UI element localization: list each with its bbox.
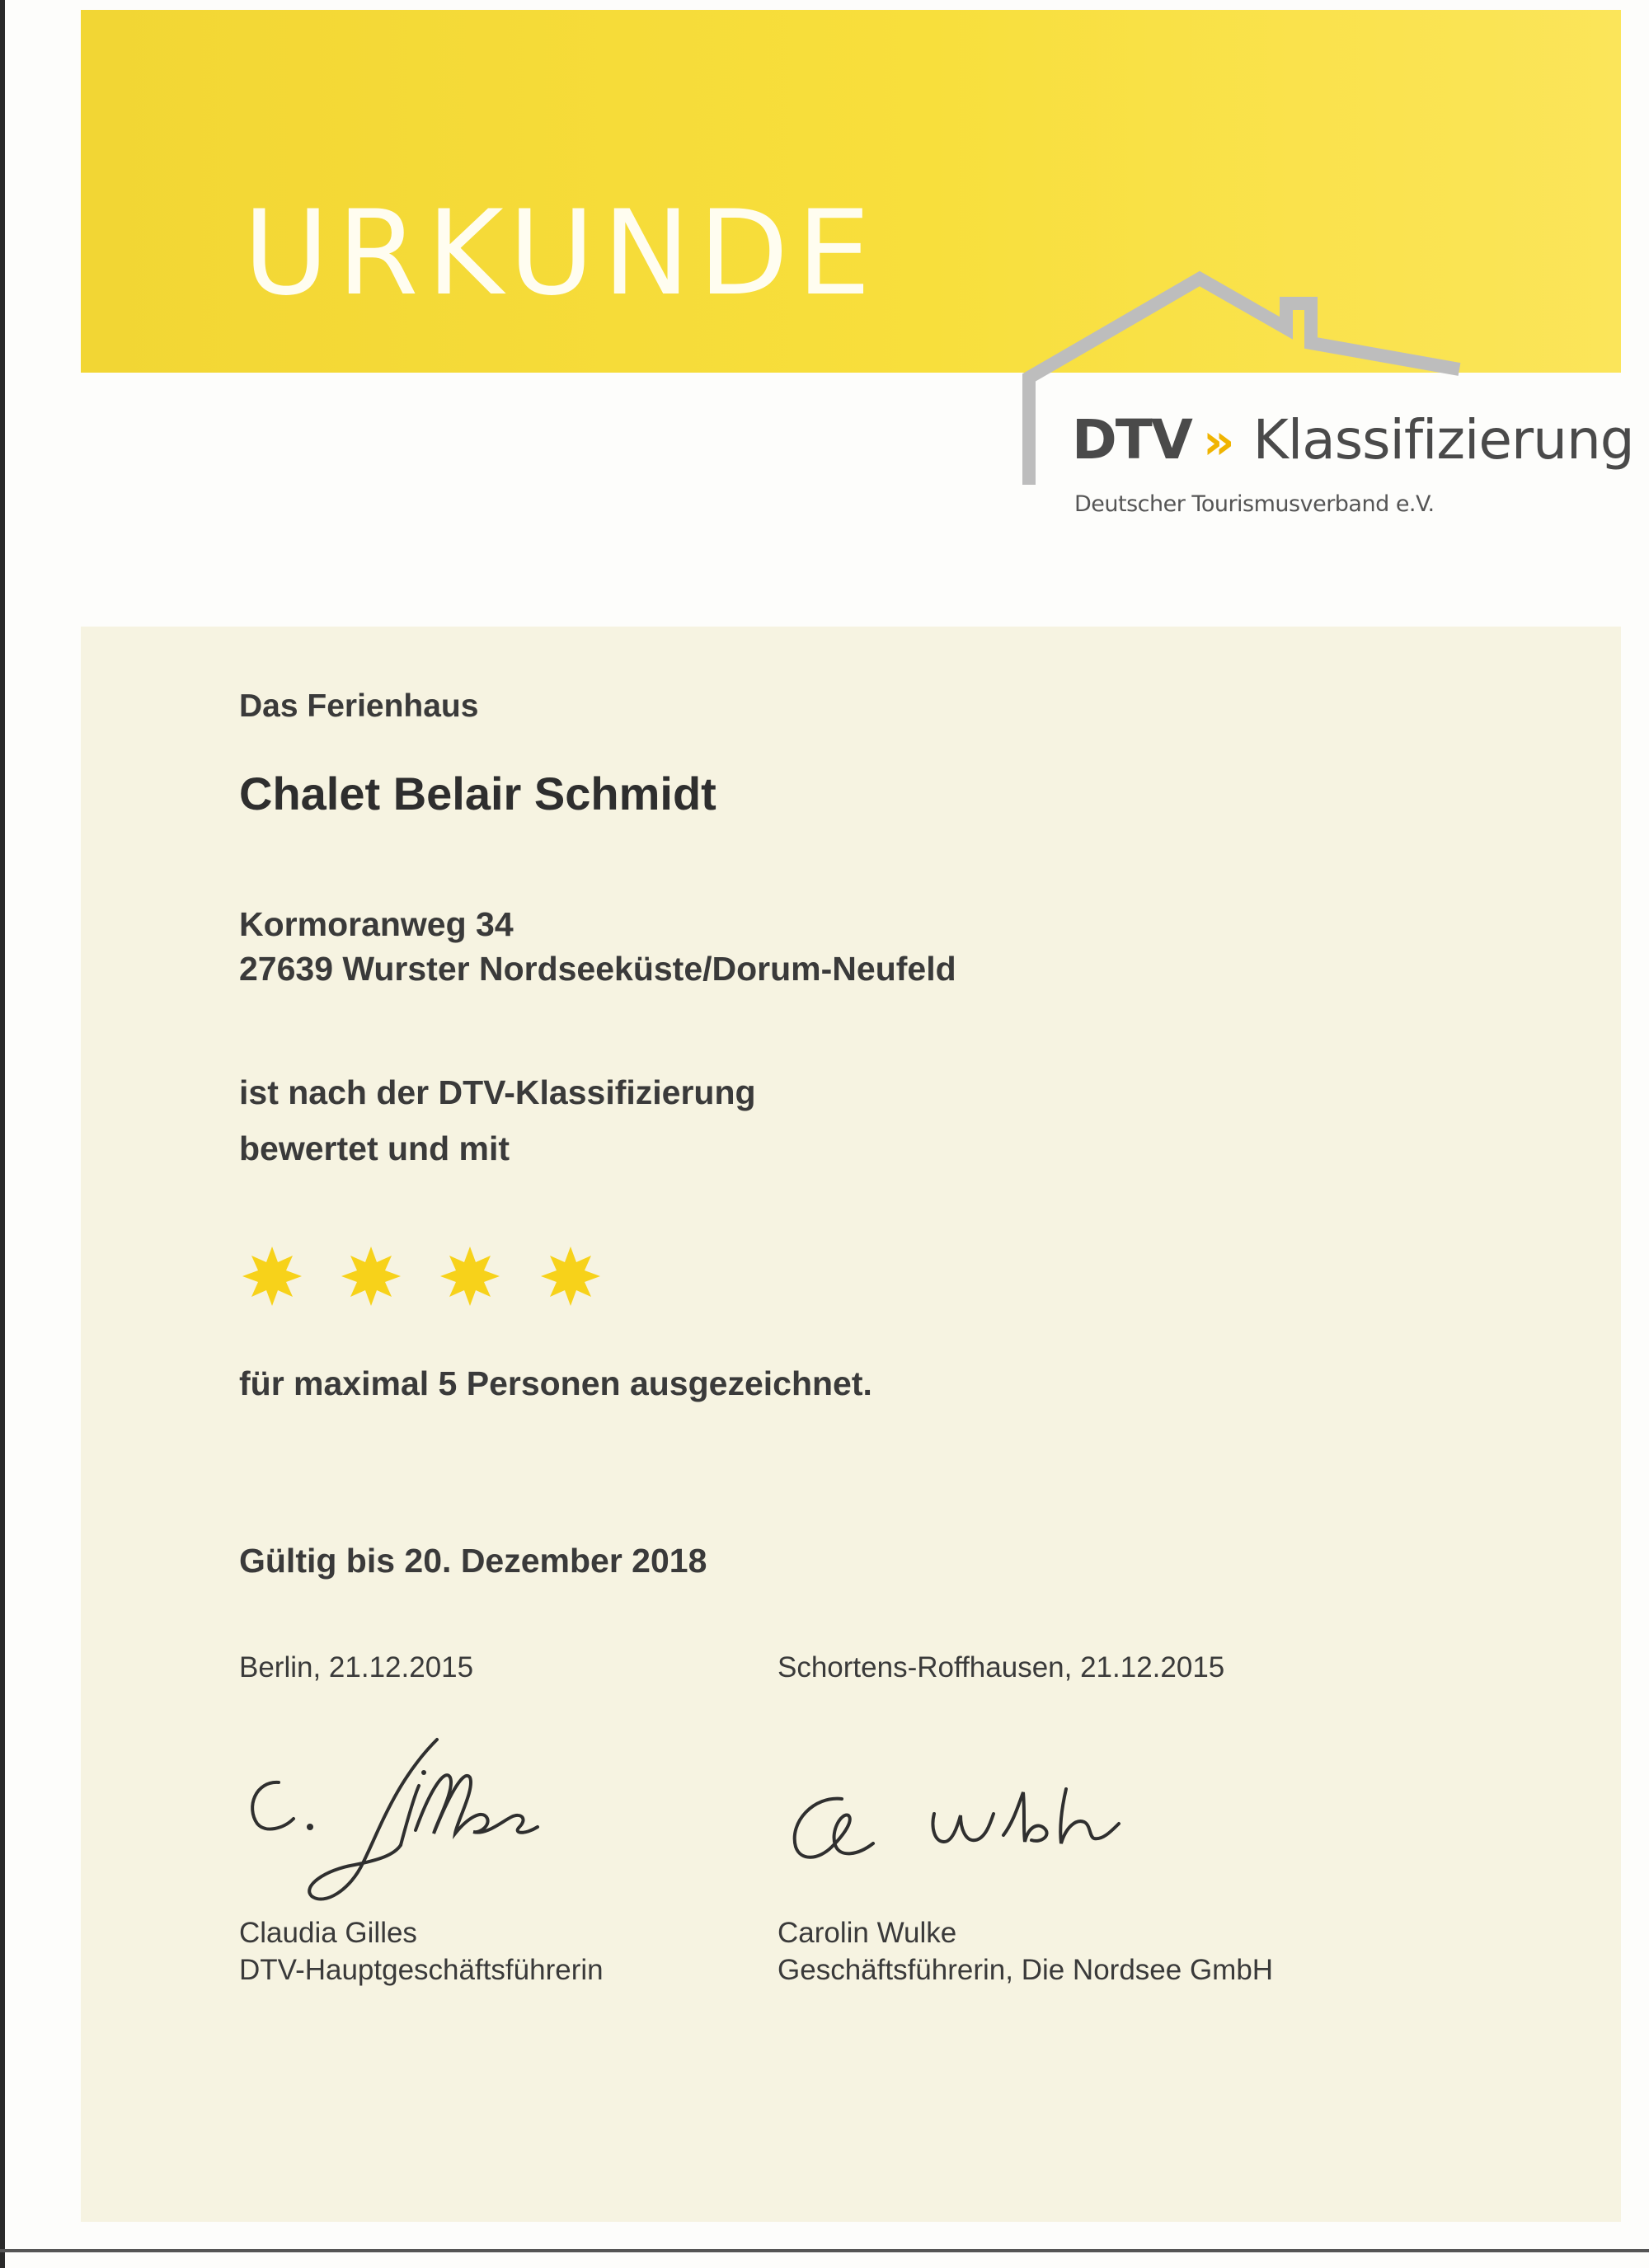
address-city: 27639 Wurster Nordseeküste/Dorum-Neufeld	[239, 950, 956, 988]
rating-text-line1: ist nach der DTV-Klassifizierung	[239, 1073, 756, 1111]
scan-border-left	[0, 0, 5, 2268]
intro-label: Das Ferienhaus	[239, 688, 479, 724]
signer-name-right: Carolin Wulke	[778, 1917, 957, 1949]
certificate-title: URKUNDE	[243, 185, 880, 322]
logo-subtitle: Deutscher Tourismusverband e.V.	[1074, 491, 1435, 517]
signer-role-left: DTV-Hauptgeschäftsführerin	[239, 1954, 604, 1986]
star-icon	[538, 1243, 604, 1309]
validity-text: Gültig bis 20. Dezember 2018	[239, 1542, 707, 1580]
place-date-left: Berlin, 21.12.2015	[239, 1651, 474, 1683]
star-icon	[239, 1243, 305, 1309]
signer-name-left: Claudia Gilles	[239, 1917, 417, 1949]
signature-wulke	[778, 1773, 1157, 1896]
scan-border-bottom	[0, 2249, 1649, 2252]
logo-brand: DTV	[1072, 408, 1191, 472]
property-name: Chalet Belair Schmidt	[239, 768, 716, 819]
star-icon	[338, 1243, 404, 1309]
dtv-logo	[1072, 408, 1634, 472]
address-street: Kormoranweg 34	[239, 905, 514, 943]
capacity-text: für maximal 5 Personen ausgezeichnet.	[239, 1364, 872, 1402]
place-date-right: Schortens-Roffhausen, 21.12.2015	[778, 1651, 1225, 1683]
signature-gilles	[239, 1731, 602, 1913]
chevron-arrows-icon: »	[1202, 413, 1235, 471]
logo-word: Klassifizierung	[1252, 408, 1634, 472]
signer-role-right: Geschäftsführerin, Die Nordsee GmbH	[778, 1954, 1274, 1986]
rating-text-line2: bewertet und mit	[239, 1129, 510, 1167]
star-icon	[437, 1243, 503, 1309]
